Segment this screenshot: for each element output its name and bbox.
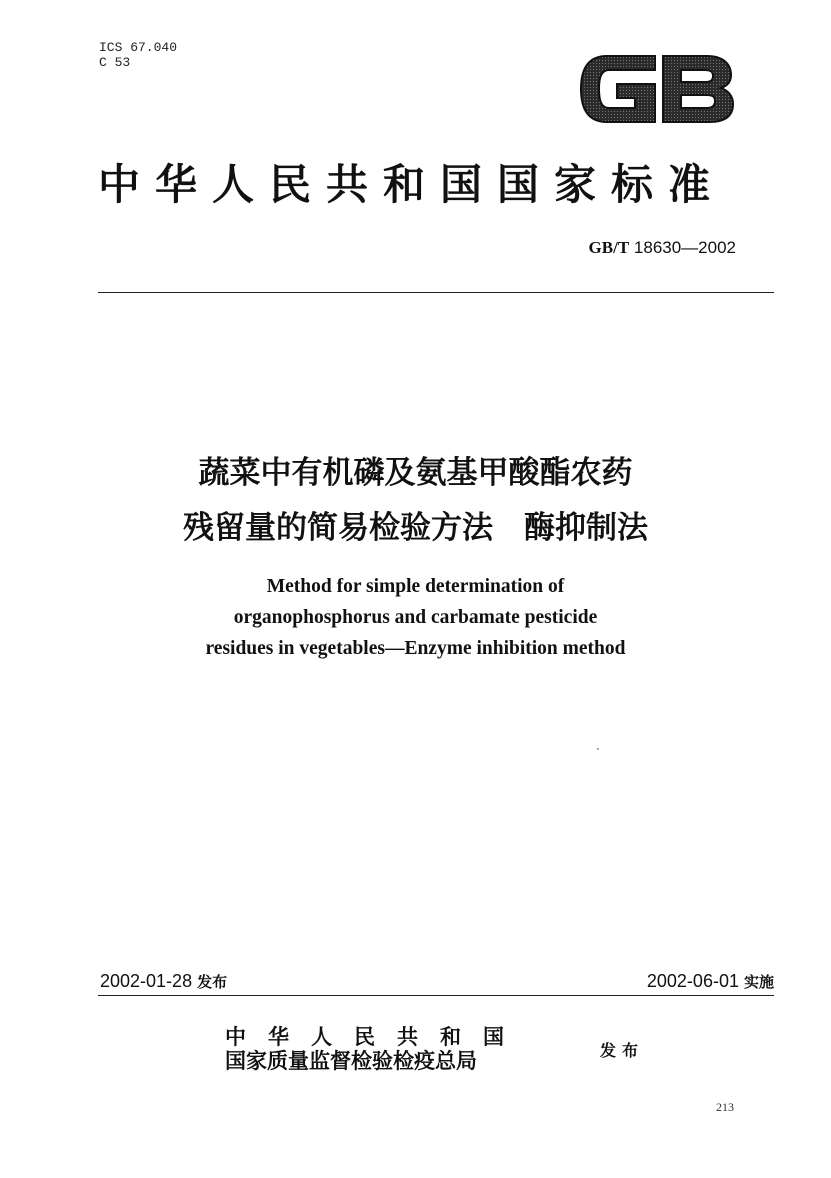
issued-label: 发布 [600, 1041, 645, 1060]
scan-speck [597, 748, 599, 750]
standard-code: 18630—2002 [633, 238, 736, 257]
issuer-line-1: 中华人民共和国 [225, 1024, 526, 1049]
ics-code: ICS 67.040 [99, 40, 178, 55]
implement-date [647, 971, 774, 992]
classification-codes [99, 40, 177, 70]
title-en-line-1: Method for simple determination of [266, 576, 565, 597]
title-english [0, 571, 831, 664]
issue-date-value: 2002-01-28 [100, 971, 193, 991]
issue-date [100, 971, 227, 992]
title-chinese [0, 446, 831, 556]
standard-number [589, 238, 736, 258]
implement-date-value: 2002-06-01 [646, 971, 739, 991]
top-divider [98, 292, 774, 293]
gb-logo [577, 50, 737, 128]
issuing-authority [225, 1025, 526, 1073]
issuer-line-2: 国家质量监督检验检疫总局 [225, 1048, 477, 1073]
title-en-line-2: organophosphorus and carbamate pesticide [233, 607, 598, 628]
page-number: 213 [716, 1100, 734, 1114]
issue-date-label: 发布 [197, 973, 228, 991]
standard-prefix: GB/T [588, 238, 630, 257]
national-standard-heading: 中华人民共和国国家标准 [98, 160, 726, 209]
title-cn-line-2: 残留量的简易检验方法 酶抑制法 [183, 510, 648, 546]
implement-date-label: 实施 [743, 973, 774, 991]
title-en-line-3: residues in vegetables—Enzyme inhibition method [205, 638, 626, 659]
title-cn-line-1: 蔬菜中有机磷及氨基甲酸酯农药 [198, 455, 633, 491]
ccs-code: C 53 [99, 55, 131, 70]
bottom-divider [98, 995, 774, 996]
